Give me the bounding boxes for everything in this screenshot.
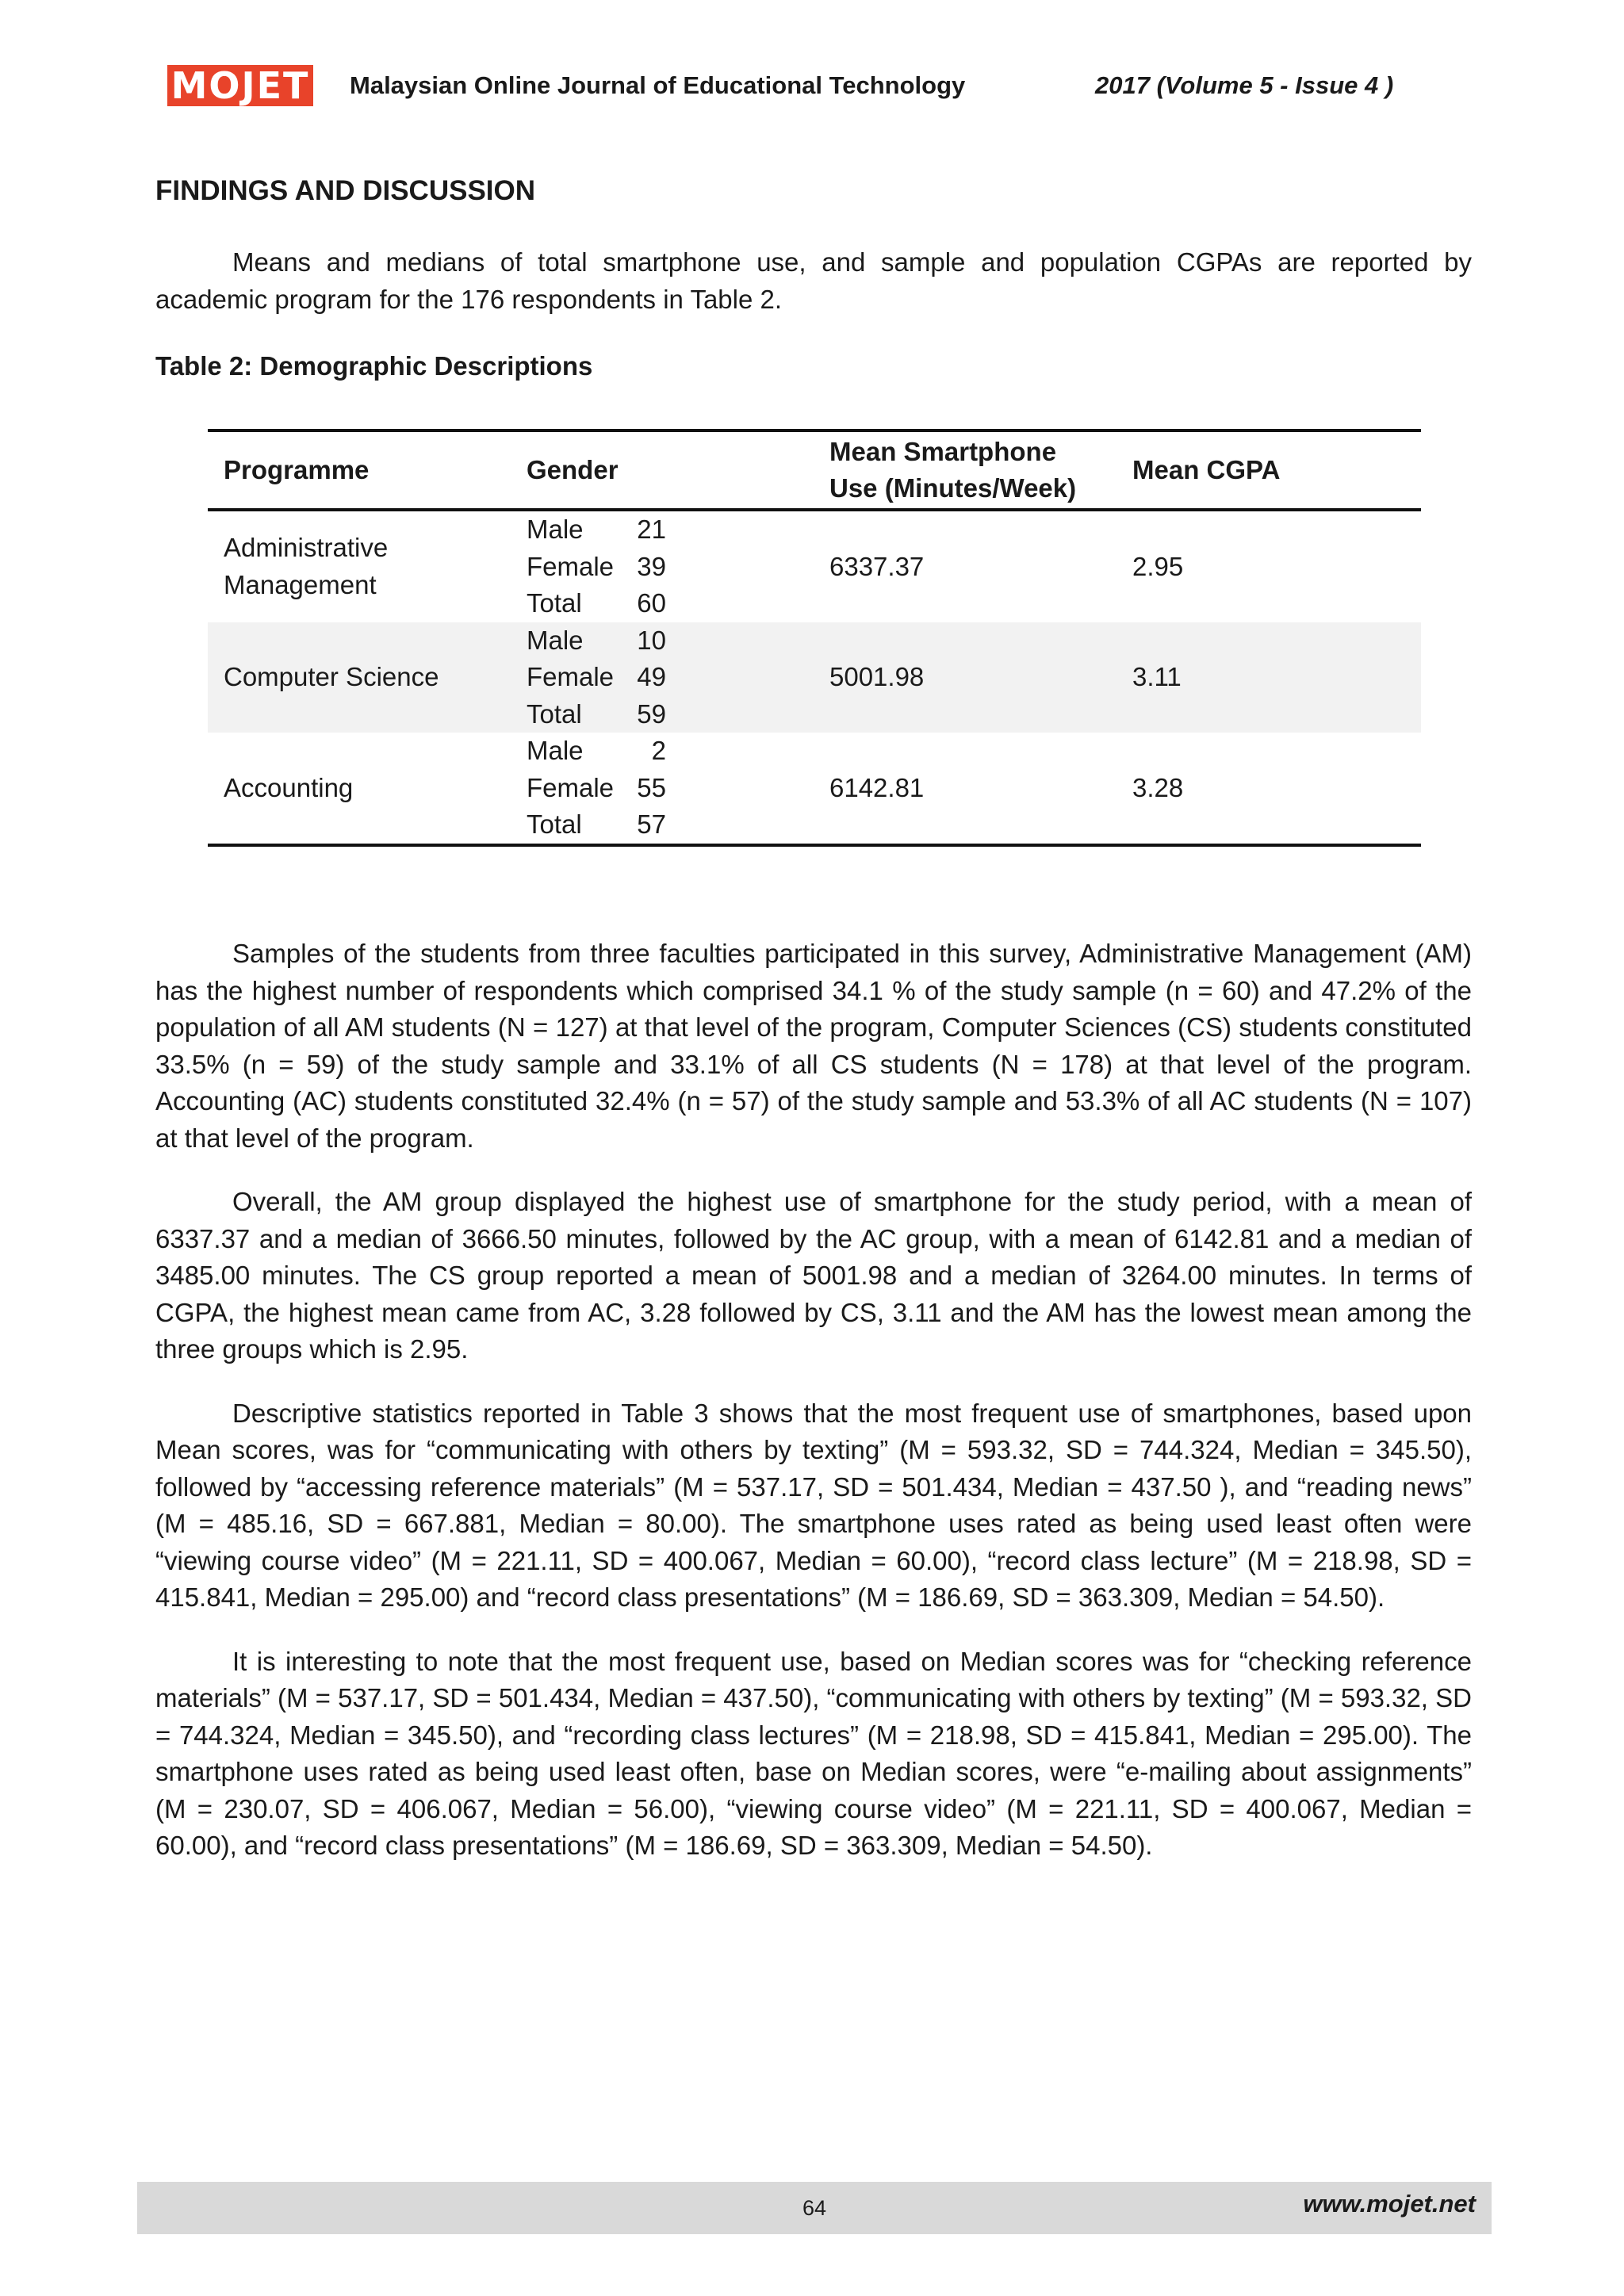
header-mean-use-line1: Mean Smartphone xyxy=(829,436,1057,466)
paragraph-samples: Samples of the students from three faculties participated in this survey, Administrative Management (AM) has the highest number of respondents which comprised 34.1 % of the study sample (n = 60) and 47.2% of the population of all AM students (N = 127) at that level of the program, Computer Sciences (CS) students constituted 33.5% (n = 59) of the study sample and 33.1% of all CS students (N = 178) at that level of the program. Accounting (AC) students constituted 32.4% (n = 57) of the study sample and 53.3% of all AC students (N = 107) at that level of the program. xyxy=(155,939,1472,1153)
header-mean-use xyxy=(814,430,1116,510)
section-title: FINDINGS AND DISCUSSION xyxy=(155,175,536,206)
table-row xyxy=(208,622,1421,733)
gender-male: Male 2 xyxy=(527,736,666,765)
mean-cgpa-cell: 2.95 xyxy=(1132,551,1184,581)
paragraph-median: It is interesting to note that the most frequent use, based on Median scores was for “checking reference materials” (M = 537.17, SD = 501.434, Median = 437.50), “communicating with others by texting” (M = 593.32, SD = 744.324, Median = 345.50), and “recording class lectures” (M = 218.98, SD = 415.841, Median = 295.00). The smartphone uses rated as being used least often, base on Median scores, were “e-mailing about assignments” (M = 230.07, SD = 406.067, Median = 56.00), “viewing course video” (M = 221.11, SD = 400.067, Median = 60.00), and “record class presentations” (M = 186.69, SD = 363.309, Median = 54.50). xyxy=(155,1646,1472,1860)
page-footer xyxy=(137,2182,1492,2234)
gender-female: Female 49 xyxy=(527,662,666,691)
gender-total: Total 57 xyxy=(527,809,666,839)
mean-cgpa-cell: 3.28 xyxy=(1116,733,1421,845)
gender-male: Male 21 xyxy=(527,515,666,544)
table-row xyxy=(208,510,1421,622)
header-programme: Programme xyxy=(208,430,511,510)
table-header-row xyxy=(208,430,1421,510)
programme-name-line1: Administrative xyxy=(224,533,389,563)
mean-use-cell: 6142.81 xyxy=(814,733,1116,845)
paragraph-overall: Overall, the AM group displayed the highest use of smartphone for the study period, with a mean of 6337.37 and a median of 3666.50 minutes, followed by the AC group, with a mean of 6142.81 and a median of 3485.00 minutes. The CS group reported a mean of 5001.98 and a median of 3264.00 minutes. In terms of CGPA, the highest mean came from AC, 3.28 followed by CS, 3.11 and the AM has the lowest mean among the three groups which is 2.95. xyxy=(155,1187,1472,1364)
gender-cell xyxy=(511,510,814,622)
discussion-body xyxy=(155,936,1472,1892)
website-link[interactable]: www.mojet.net xyxy=(1303,2190,1476,2218)
table-caption: Table 2: Demographic Descriptions xyxy=(155,351,593,381)
gender-male: Male 10 xyxy=(527,625,666,655)
header-gender: Gender xyxy=(511,430,814,510)
journal-logo: MOJET xyxy=(167,65,313,106)
programme-cell xyxy=(208,510,511,622)
page-number: 64 xyxy=(802,2196,827,2220)
paragraph-descriptive: Descriptive statistics reported in Table 3 shows that the most frequent use of smartphones, based upon Mean scores, was for “communicating with others by texting” (M = 593.32, SD = 744.324, Median = 345.50), followed by “accessing reference materials” (M = 537.17, SD = 501.434, Median = 437.50 ), and “reading news” (M = 485.16, SD = 667.881, Median = 80.00). The smartphone uses rated as being used least often were “viewing course video” (M = 221.11, SD = 400.067, Median = 60.00), “record class lecture” (M = 218.98, SD = 415.841, Median = 295.00) and “record class presentations” (M = 186.69, SD = 363.309, Median = 54.50). xyxy=(155,1398,1472,1612)
programme-cell: Accounting xyxy=(208,733,511,845)
mean-use-cell: 6337.37 xyxy=(829,551,925,581)
header-mean-use-line2: Use (Minutes/Week) xyxy=(829,473,1077,503)
mean-use-cell: 5001.98 xyxy=(814,622,1116,733)
main-content xyxy=(155,170,1472,385)
gender-total: Total 59 xyxy=(527,698,666,729)
header-mean-cgpa: Mean CGPA xyxy=(1116,430,1421,510)
page-header xyxy=(167,62,1484,109)
programme-cell: Computer Science xyxy=(208,622,511,733)
demographic-table xyxy=(208,429,1421,847)
intro-paragraph: Means and medians of total smartphone use, and sample and population CGPAs are reported by academic program for the 176 respondents in Table 2. xyxy=(155,247,1472,314)
gender-female: Female 39 xyxy=(527,551,666,581)
gender-cell xyxy=(511,622,814,733)
table-row xyxy=(208,733,1421,845)
gender-total: Total 60 xyxy=(527,588,666,618)
mean-cgpa-cell: 3.11 xyxy=(1116,622,1421,733)
journal-volume: 2017 (Volume 5 - Issue 4 ) xyxy=(1095,71,1394,99)
gender-cell xyxy=(511,733,814,845)
journal-title: Malaysian Online Journal of Educational Technology xyxy=(350,71,966,99)
gender-female: Female 55 xyxy=(527,772,666,802)
programme-name-line2: Management xyxy=(224,569,377,599)
